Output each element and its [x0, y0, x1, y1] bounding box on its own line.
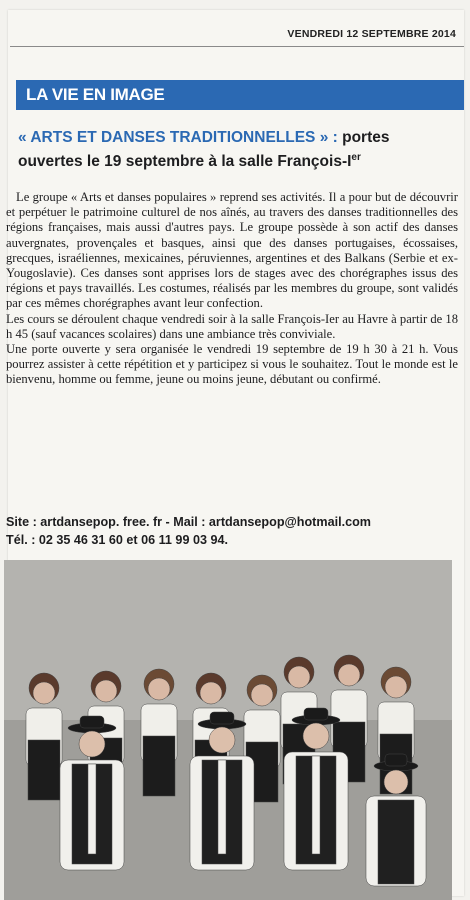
group-photo-illustration — [4, 560, 452, 900]
headline-highlight: « ARTS ET DANSES TRADITIONNELLES » : — [18, 129, 338, 146]
section-banner: LA VIE EN IMAGE — [16, 80, 464, 110]
group-photo — [4, 560, 452, 900]
paragraph-classes: Les cours se déroulent chaque vendredi soir à la salle François-Ier au Havre à partir de 18 h 45 (sauf vacances scolaires) dans une ambiance très conviviale. — [6, 311, 458, 341]
headline-superscript: er — [351, 152, 361, 163]
paragraph-open-day: Une porte ouverte y sera organisée le vendredi 19 septembre de 19 h 30 à 21 h. Vous pourrez assister à cette répétition et y participez si vous le souhaitez. Tout le monde est le bienvenu, homme ou femme, jeune ou moins jeune, débutant ou confirmé. — [6, 342, 458, 387]
article-body — [6, 190, 458, 388]
contact-block — [6, 513, 458, 549]
publication-date: VENDREDI 12 SEPTEMBRE 2014 — [287, 28, 456, 40]
header-rule — [10, 46, 464, 47]
article-headline — [18, 128, 458, 172]
contact-site-mail: Site : artdansepop. free. fr - Mail : artdansepop@hotmail.com — [6, 515, 371, 529]
headline-rest: portes ouvertes le 19 septembre à la salle François-I — [18, 129, 390, 171]
paragraph-intro: Le groupe « Arts et danses populaires » reprend ses activités. Il a pour but de découvrir et perpétuer le patrimoine culturel de nos aînés, au travers des danses traditionnelles des régions françaises, mais aussi d'autres pays. Le groupe possède à son actif des danses auvergnates, provençales et basques, ainsi que des danses portugaises, écossaises, grecques, israéliennes, mexicaines, péruviennes, argentines et des Balkans (Serbie et ex-Yougoslavie). Ces danses sont apprises lors de stages avec des chorégraphes issus des régions et pays travaillés. Les costumes, réalisés par les membres du groupe, sont validés par ces mêmes chorégraphes avant leur confection. — [6, 190, 458, 311]
contact-phone: Tél. : 02 35 46 31 60 et 06 11 99 03 94. — [6, 533, 228, 547]
